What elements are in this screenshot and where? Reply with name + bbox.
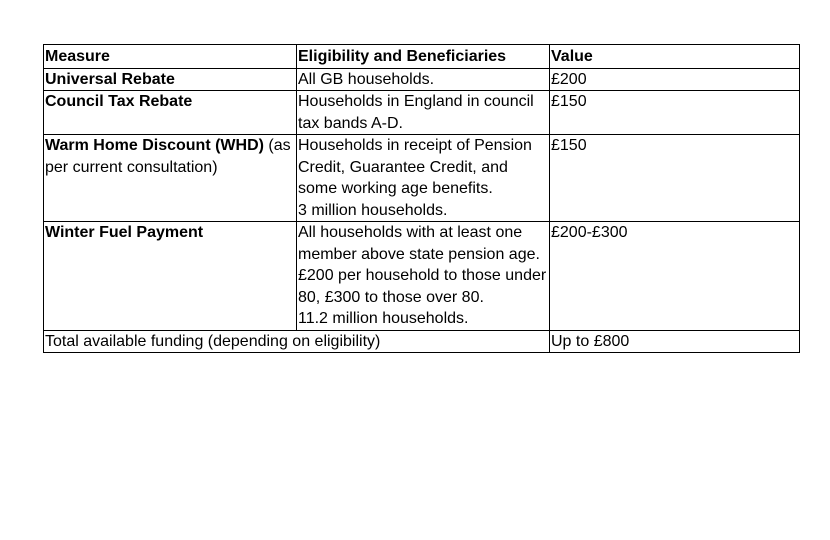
measure-name: Winter Fuel Payment	[45, 224, 204, 241]
measure-note: (as per current consultation)	[45, 137, 291, 176]
value-cell: £150	[550, 91, 800, 135]
table-row	[44, 135, 800, 222]
measure-cell	[44, 135, 297, 222]
eligibility-cell	[297, 222, 550, 331]
eligibility-text: All GB households.	[298, 70, 435, 88]
measure-cell	[44, 222, 297, 331]
eligibility-count: 3 million households.	[298, 201, 448, 219]
header-eligibility: Eligibility and Beneficiaries	[297, 45, 550, 69]
eligibility-text: All households with at least one member above state pension age. £200 per household to those under 80, £300 to those over 80.	[298, 224, 547, 306]
eligibility-count: 11.2 million households.	[298, 310, 469, 327]
table-header-row	[44, 45, 800, 69]
measure-cell	[44, 91, 297, 135]
eligibility-cell	[297, 68, 550, 91]
benefits-table	[43, 44, 800, 353]
header-value: Value	[550, 45, 800, 69]
value-cell: £200	[550, 68, 800, 91]
header-measure: Measure	[44, 45, 297, 69]
table-row	[44, 222, 800, 331]
total-label: Total available funding (depending on eligibility)	[44, 330, 550, 353]
measure-cell	[44, 68, 297, 91]
measure-name: Warm Home Discount (WHD)	[45, 137, 264, 154]
value-cell: £200-£300	[550, 222, 800, 331]
value-cell: £150	[550, 135, 800, 222]
eligibility-cell	[297, 91, 550, 135]
total-value: Up to £800	[550, 330, 800, 353]
table-row	[44, 68, 800, 91]
eligibility-cell	[297, 135, 550, 222]
eligibility-text: Households in England in council tax bands A-D.	[298, 93, 534, 132]
measure-name: Universal Rebate	[45, 70, 175, 88]
total-row	[44, 330, 800, 353]
table-row	[44, 91, 800, 135]
eligibility-text: Households in receipt of Pension Credit, Guarantee Credit, and some working age benefits.	[298, 137, 532, 197]
measure-name: Council Tax Rebate	[45, 93, 193, 110]
